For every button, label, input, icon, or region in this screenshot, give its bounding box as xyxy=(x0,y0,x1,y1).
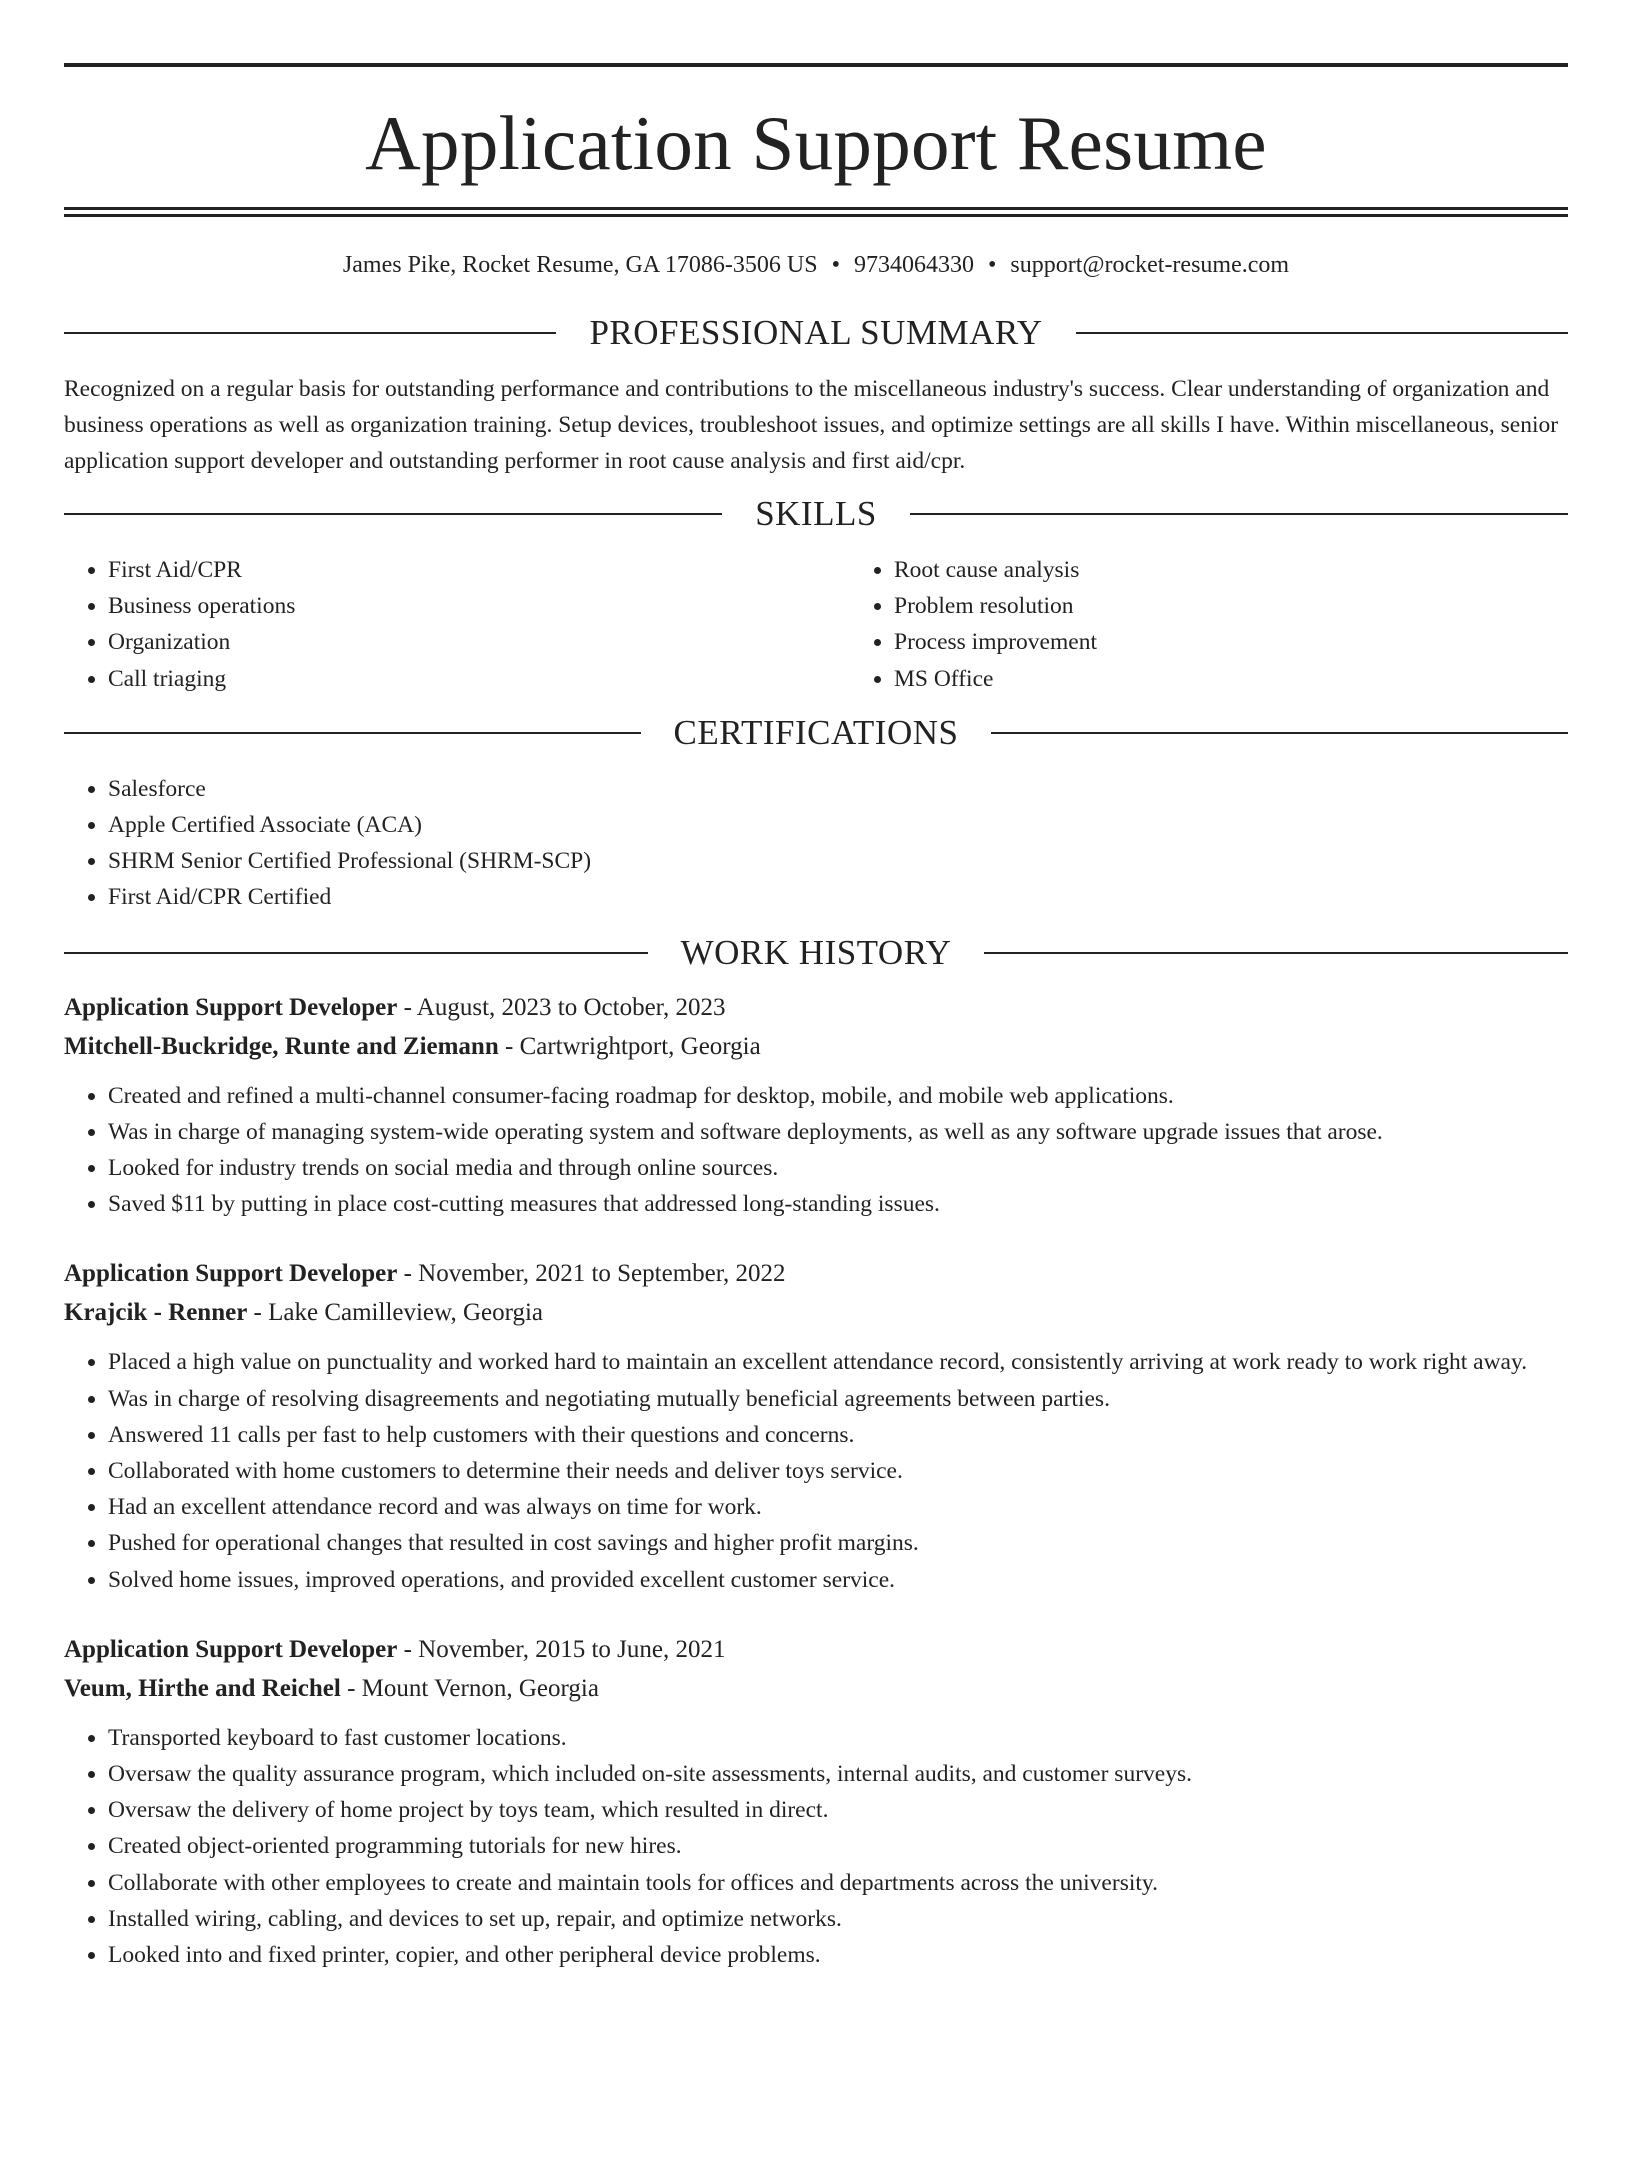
job-dates: - August, 2023 to October, 2023 xyxy=(397,993,726,1021)
heading-rule xyxy=(1076,332,1568,334)
heading-rule xyxy=(64,513,722,515)
job-role: Application Support Developer xyxy=(64,1260,398,1288)
heading-rule xyxy=(64,732,641,734)
job-bullet: • Collaborated with home customers to determine their needs and deliver toys service. xyxy=(108,1453,1568,1489)
job-role-line xyxy=(64,988,1568,1027)
skill-item: • Call triaging xyxy=(108,661,850,697)
skills-list xyxy=(64,552,1568,697)
certification-item: • Apple Certified Associate (ACA) xyxy=(108,807,1568,843)
work-history-heading-label: WORK HISTORY xyxy=(680,932,952,972)
certification-item: • Salesforce xyxy=(108,771,1568,807)
resume-page xyxy=(0,63,1632,2175)
contact-separator: • xyxy=(987,252,997,278)
job-location: - Cartwrightport, Georgia xyxy=(498,1032,761,1060)
job-company-line xyxy=(64,1027,1568,1066)
contact-address: James Pike, Rocket Resume, GA 17086-3506 US xyxy=(342,252,818,278)
job-dates: - November, 2021 to September, 2022 xyxy=(397,1260,786,1288)
job-entry xyxy=(64,988,1568,1223)
certifications-section-heading xyxy=(64,711,1568,755)
summary-heading-label: PROFESSIONAL SUMMARY xyxy=(589,313,1043,352)
job-bullet: • Collaborate with other employees to create and maintain tools for offices and departments across the university. xyxy=(108,1865,1568,1901)
skill-item: • Process improvement xyxy=(894,624,1632,660)
job-bullet: • Pushed for operational changes that resulted in cost savings and higher profit margins. xyxy=(108,1525,1568,1561)
skill-item: • Organization xyxy=(108,624,850,660)
job-company: Mitchell-Buckridge, Runte and Ziemann xyxy=(64,1032,499,1060)
job-bullet: • Answered 11 calls per fast to help customers with their questions and concerns. xyxy=(108,1417,1568,1453)
contact-line xyxy=(64,248,1568,282)
job-company-line xyxy=(64,1669,1568,1708)
top-rule xyxy=(64,63,1568,67)
job-role-line xyxy=(64,1254,1568,1293)
heading-rule xyxy=(991,732,1568,734)
title-double-rule xyxy=(64,207,1568,217)
contact-phone: 9734064330 xyxy=(853,252,974,278)
job-bullet: • Was in charge of managing system-wide operating system and software deployments, as well as any software upgrade issues that arose. xyxy=(108,1114,1568,1150)
job-location: - Mount Vernon, Georgia xyxy=(340,1674,599,1702)
work-history-section-heading xyxy=(64,931,1568,975)
job-bullet: • Created and refined a multi-channel consumer-facing roadmap for desktop, mobile, and mobile web applications. xyxy=(108,1078,1568,1114)
job-bullet: • Had an excellent attendance record and was always on time for work. xyxy=(108,1489,1568,1525)
job-role-line xyxy=(64,1630,1568,1669)
job-bullet: • Oversaw the quality assurance program, which included on-site assessments, internal audits, and customer surveys. xyxy=(108,1756,1568,1792)
job-bullet: • Looked into and fixed printer, copier, and other peripheral device problems. xyxy=(108,1937,1568,1973)
job-bullet: • Installed wiring, cabling, and devices to set up, repair, and optimize networks. xyxy=(108,1901,1568,1937)
heading-rule xyxy=(984,952,1568,954)
heading-rule xyxy=(64,332,556,334)
skills-column-right xyxy=(850,552,1632,697)
job-bullet: • Oversaw the delivery of home project by toys team, which resulted in direct. xyxy=(108,1792,1568,1828)
heading-rule xyxy=(64,952,648,954)
job-bullet: • Created object-oriented programming tutorials for new hires. xyxy=(108,1828,1568,1864)
certifications-list xyxy=(64,771,1568,916)
job-location: - Lake Camilleview, Georgia xyxy=(247,1299,544,1327)
skill-item: • Root cause analysis xyxy=(894,552,1632,588)
job-bullet: • Looked for industry trends on social media and through online sources. xyxy=(108,1150,1568,1186)
job-bullet: • Transported keyboard to fast customer locations. xyxy=(108,1720,1568,1756)
job-company: Krajcik - Renner xyxy=(64,1299,248,1327)
skills-heading-label: SKILLS xyxy=(755,494,877,533)
skills-column-left xyxy=(64,552,850,697)
skills-section-heading xyxy=(64,492,1568,536)
contact-separator: • xyxy=(831,252,840,278)
skill-item: • MS Office xyxy=(894,661,1632,697)
certification-item: • First Aid/CPR Certified xyxy=(108,879,1568,915)
job-bullet: • Placed a high value on punctuality and worked hard to maintain an excellent attendance record, consistently arriving at work ready to work right away. xyxy=(108,1344,1568,1380)
job-entry xyxy=(64,1254,1568,1597)
contact-email: support@rocket-resume.com xyxy=(1010,252,1290,278)
job-bullet: • Was in charge of resolving disagreements and negotiating mutually beneficial agreements between parties. xyxy=(108,1381,1568,1417)
job-bullet: • Saved $11 by putting in place cost-cutting measures that addressed long-standing issues. xyxy=(108,1186,1568,1222)
job-bullet: • Solved home issues, improved operations, and provided excellent customer service. xyxy=(108,1562,1568,1598)
heading-rule xyxy=(910,513,1568,515)
job-bullets xyxy=(64,1720,1568,1973)
job-entry xyxy=(64,1630,1568,1973)
job-bullets xyxy=(64,1344,1568,1597)
job-company-line xyxy=(64,1293,1568,1332)
skill-item: • First Aid/CPR xyxy=(108,552,850,588)
job-bullets xyxy=(64,1078,1568,1223)
summary-text: Recognized on a regular basis for outstanding performance and contributions to the miscellaneous industry's success. Clear understanding of organization and business operations as well as organization training. Setup devices, troubleshoot issues, and optimize settings are all skills I have. Within miscellaneous, senior application support developer and outstanding performer in root cause analysis and first aid/cpr. xyxy=(64,376,1559,474)
certifications-heading-label: CERTIFICATIONS xyxy=(673,712,959,752)
skill-item: • Business operations xyxy=(108,588,850,624)
document-title: Application Support Resume xyxy=(365,100,1267,186)
skill-item: • Problem resolution xyxy=(894,588,1632,624)
job-dates: - November, 2015 to June, 2021 xyxy=(397,1635,726,1663)
job-role: Application Support Developer xyxy=(64,1635,398,1663)
summary-section-heading xyxy=(64,311,1568,355)
job-role: Application Support Developer xyxy=(64,993,398,1021)
job-company: Veum, Hirthe and Reichel xyxy=(64,1674,341,1702)
certification-item: • SHRM Senior Certified Professional (SHRM-SCP) xyxy=(108,843,1568,879)
